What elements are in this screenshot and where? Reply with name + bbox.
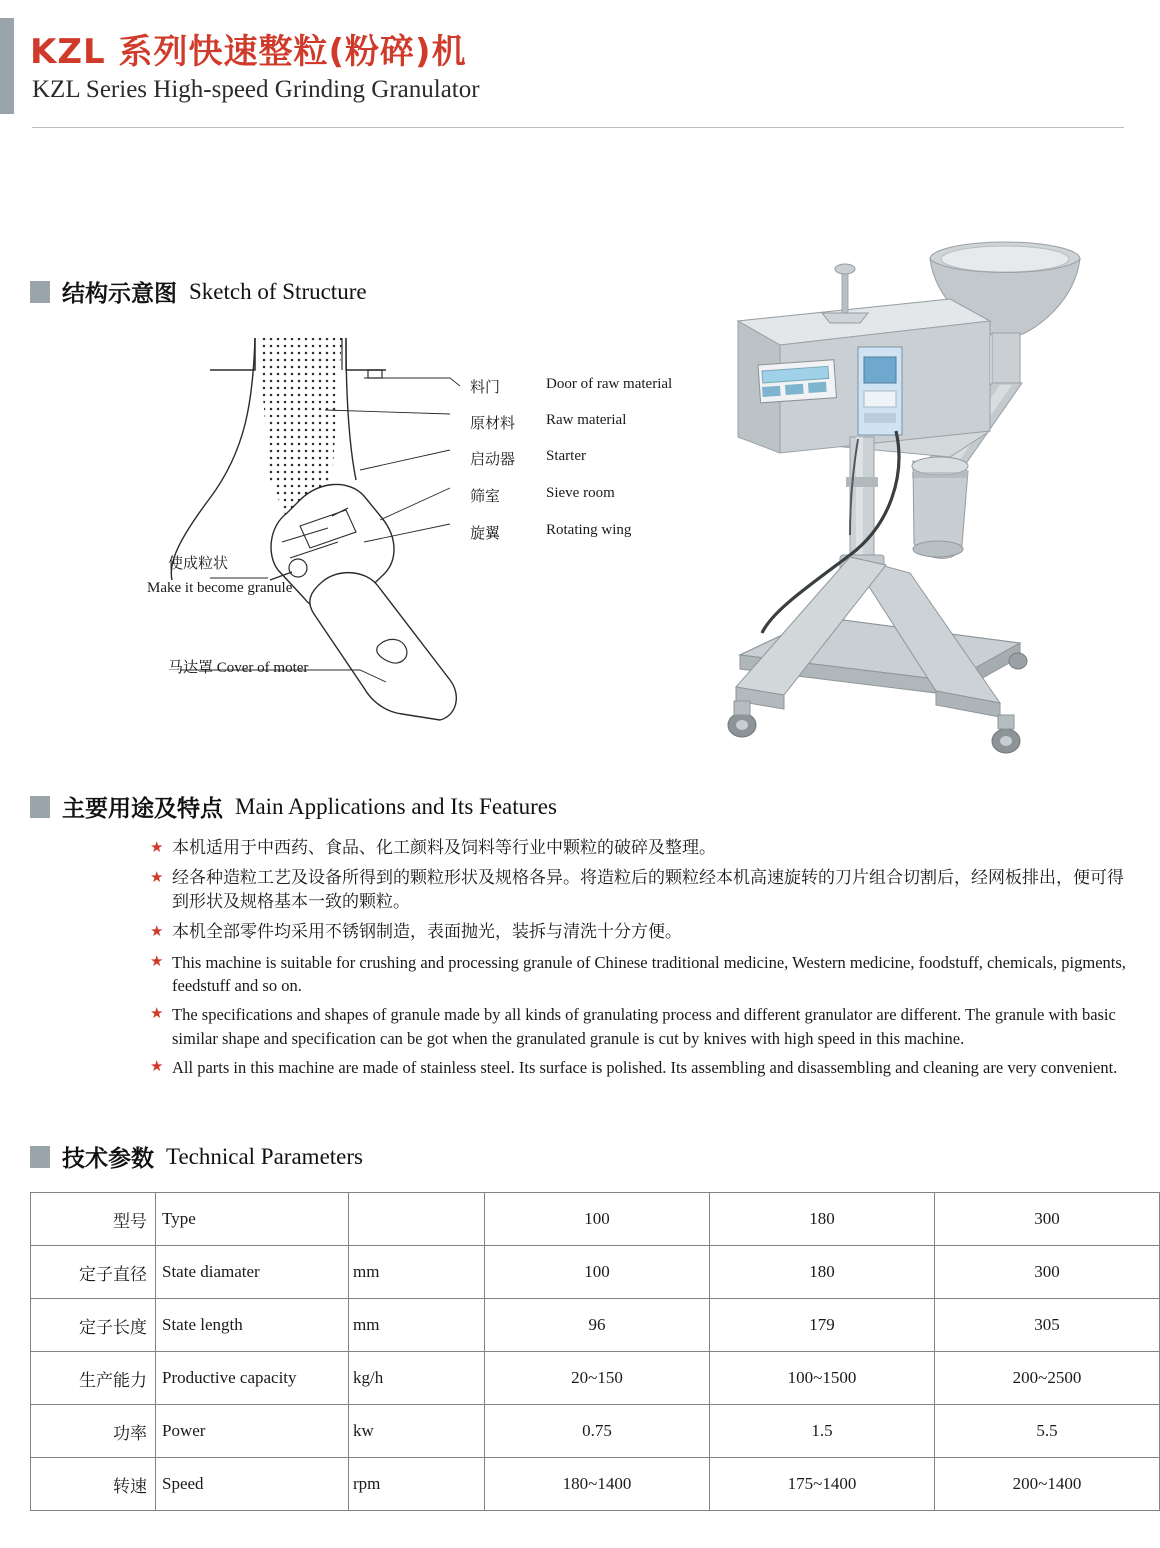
feature-item	[150, 1056, 1130, 1079]
callout-cn: 筛室	[470, 487, 501, 505]
callout-raw-material	[470, 412, 626, 433]
page-header	[0, 0, 1160, 132]
label-text: 使成粒状	[168, 554, 229, 572]
star-icon: ★	[150, 1059, 164, 1076]
granulator-machine-illustration	[700, 225, 1120, 795]
cell-value: 0.75	[485, 1405, 710, 1458]
feature-item	[150, 920, 1130, 944]
parameters-table	[30, 1192, 1160, 1511]
cell-value: 100	[485, 1246, 710, 1299]
cell-value: 179	[710, 1299, 935, 1352]
feature-text: 经各种造粒工艺及设备所得到的颗粒形状及规格各异。将造粒后的颗粒经本机高速旋转的刀片组合切割后，经网板排出，便可得到形状及规格基本一致的颗粒。	[172, 868, 1124, 913]
feature-text: 本机适用于中西药、食品、化工颜料及饲料等行业中颗粒的破碎及整理。	[172, 838, 716, 858]
cell-value: 300	[935, 1193, 1160, 1246]
callout-en: Rotating wing	[546, 522, 632, 538]
cell-value: 180	[710, 1246, 935, 1299]
cell-value: 305	[935, 1299, 1160, 1352]
row-unit: mm	[349, 1299, 485, 1352]
section-marker-icon	[30, 796, 50, 818]
header-divider	[32, 127, 1124, 128]
callout-cn: 料门	[470, 378, 501, 396]
label-en: Cover of moter	[216, 660, 309, 676]
feature-item	[150, 866, 1130, 914]
parameters-table-wrapper	[30, 1192, 1128, 1511]
feature-text: This machine is suitable for crushing and processing granule of Chinese traditional medicine, Western medicine, foodstuff, chemicals, pigments, feedstuff and so on.	[172, 952, 1126, 995]
cell-value: 300	[935, 1246, 1160, 1299]
product-photo	[700, 225, 1120, 795]
row-label-cn: 生产能力	[31, 1352, 156, 1405]
callout-en: Starter	[546, 448, 586, 464]
cell-value: 20~150	[485, 1352, 710, 1405]
callout-door-of-raw-material	[470, 376, 672, 397]
star-icon: ★	[150, 922, 164, 941]
table-row	[31, 1246, 1160, 1299]
row-label-cn: 定子长度	[31, 1299, 156, 1352]
row-unit	[349, 1193, 485, 1246]
section-title-cn: 主要用途及特点	[62, 796, 223, 822]
table-row	[31, 1458, 1160, 1511]
section-marker-icon	[30, 281, 50, 303]
cell-value: 175~1400	[710, 1458, 935, 1511]
callout-rotating-wing	[470, 522, 631, 543]
cell-value: 180	[710, 1193, 935, 1246]
cell-value: 96	[485, 1299, 710, 1352]
page-title-cn: KZL 系列快速整粒(粉碎)机	[30, 32, 467, 72]
callout-en: Sieve room	[546, 485, 615, 501]
label-text: Make it become granule	[147, 580, 293, 596]
callout-cn: 启动器	[470, 450, 516, 468]
section-title-en: Main Applications and Its Features	[235, 793, 557, 819]
cell-value: 180~1400	[485, 1458, 710, 1511]
label-make-granule-cn	[168, 552, 228, 573]
section-title-cn: 技术参数	[62, 1146, 154, 1172]
row-label-cn: 转速	[31, 1458, 156, 1511]
cell-value: 1.5	[710, 1405, 935, 1458]
feature-text: The specifications and shapes of granule made by all kinds of granulating process and different granulator are different. The granule with basic similar shape and specification can be got when the granulated granule is cut by knives with high speed in this machine.	[172, 1005, 1116, 1048]
table-row	[31, 1405, 1160, 1458]
row-label-en: Power	[156, 1405, 349, 1458]
cell-value: 200~2500	[935, 1352, 1160, 1405]
star-icon: ★	[150, 838, 164, 856]
cell-value: 100~1500	[710, 1352, 935, 1405]
label-make-granule-en	[147, 580, 292, 597]
row-label-en: State length	[156, 1299, 349, 1352]
star-icon: ★	[150, 953, 164, 970]
star-icon: ★	[150, 1006, 164, 1023]
feature-text: All parts in this machine are made of stainless steel. Its surface is polished. Its assembling and disassembling and cleaning are very convenient.	[172, 1058, 1118, 1078]
section-heading-parameters	[30, 1140, 363, 1173]
star-icon: ★	[150, 868, 164, 887]
row-label-en: State diamater	[156, 1246, 349, 1299]
feature-text: 本机全部零件均采用不锈钢制造，表面抛光，装拆与清洗十分方便。	[172, 922, 682, 943]
cell-value: 5.5	[935, 1405, 1160, 1458]
callout-en: Raw material	[546, 412, 627, 428]
row-label-en: Productive capacity	[156, 1352, 349, 1405]
row-label-cn: 功率	[31, 1405, 156, 1458]
row-unit: kg/h	[349, 1352, 485, 1405]
callout-cn: 旋翼	[470, 524, 501, 542]
table-row	[31, 1352, 1160, 1405]
row-label-cn: 定子直径	[31, 1246, 156, 1299]
cell-value: 100	[485, 1193, 710, 1246]
section-title-en: Sketch of Structure	[189, 278, 367, 304]
feature-item	[150, 1003, 1130, 1050]
table-row	[31, 1299, 1160, 1352]
callout-sieve-room	[470, 485, 615, 506]
features-list	[150, 836, 1130, 1086]
row-label-cn: 型号	[31, 1193, 156, 1246]
section-heading-applications	[30, 790, 557, 823]
feature-item	[150, 951, 1130, 998]
label-cover-of-moter	[168, 656, 308, 677]
section-heading-structure	[30, 275, 367, 308]
structure-sketch	[147, 330, 710, 730]
section-title-cn: 结构示意图	[62, 281, 177, 307]
row-label-en: Type	[156, 1193, 349, 1246]
table-row	[31, 1193, 1160, 1246]
row-unit: mm	[349, 1246, 485, 1299]
label-cn: 马达罩	[168, 658, 214, 676]
row-label-en: Speed	[156, 1458, 349, 1511]
callout-cn: 原材料	[470, 414, 516, 432]
feature-item	[150, 836, 1130, 860]
section-marker-icon	[30, 1146, 50, 1168]
row-unit: rpm	[349, 1458, 485, 1511]
page-title-en: KZL Series High-speed Grinding Granulator	[32, 76, 480, 103]
cell-value: 200~1400	[935, 1458, 1160, 1511]
callout-starter	[470, 448, 586, 469]
row-unit: kw	[349, 1405, 485, 1458]
section-title-en: Technical Parameters	[166, 1143, 363, 1169]
header-accent-bar	[0, 18, 14, 114]
callout-en: Door of raw material	[546, 376, 673, 392]
